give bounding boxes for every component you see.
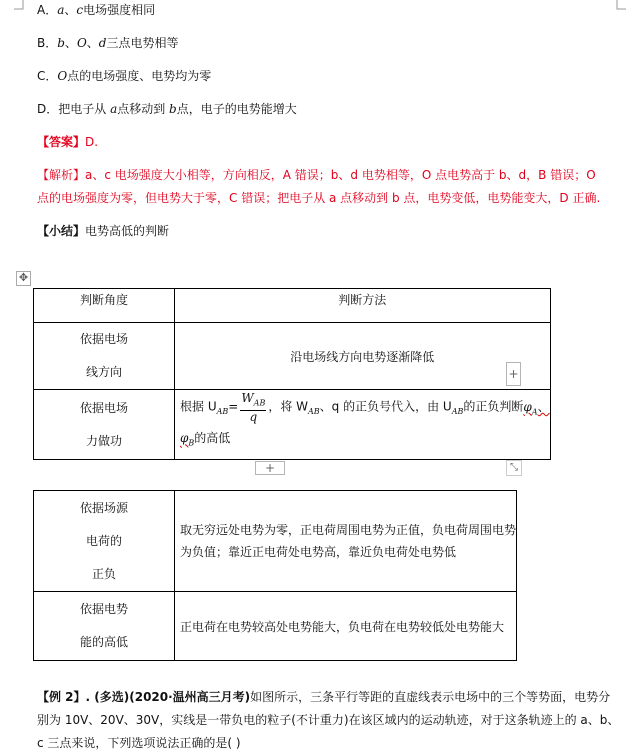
row3-angle-line1: 依据场源 <box>79 500 128 515</box>
row3-angle-cell <box>34 491 175 592</box>
option-a: A．a、c电场强度相同 <box>37 3 156 17</box>
row2-angle-line2: 力做功 <box>85 433 122 448</box>
table-row <box>34 491 517 592</box>
row2-angle-cell <box>34 390 175 460</box>
analysis-line-2: 点的电场强度为零，但电势大于零，C 错误；把电子从 a 点移动到 b 点，电势变低，电势能变大，D 正确. <box>37 191 601 205</box>
table-row <box>34 390 551 460</box>
analysis-line-1: 【解析】a、c 电场强度大小相等，方向相反，A 错误；b、d 电势相等，O 点电势高于 b、d，B 错误；O <box>37 168 596 182</box>
row3-angle-line3: 正负 <box>91 566 116 581</box>
row3-method-line1: 取无穷远处电势为零，正电荷周围电势为正值，负电荷周围电势 <box>180 523 517 537</box>
example-line-2: 别为 10V、20V、30V，实线是一带负电的粒子(不计重力)在该区域内的运动轨迹，对于这条轨迹上的 a、b、 <box>37 713 620 727</box>
row3-method-cell <box>175 491 517 592</box>
summary-text: 电势高低的判断 <box>85 224 170 238</box>
example-text-1: 如图所示，三条平行等距的直虚线表示电场中的三个等势面，电势分 <box>250 690 611 704</box>
summary-line <box>37 223 169 239</box>
answer-label: 【答案】 <box>37 135 86 149</box>
summary-label: 【小结】 <box>37 224 86 238</box>
row3-method-line2: 为负值；靠近正电荷处电势高，靠近负电荷处电势低 <box>180 545 457 559</box>
row2-angle-line1: 依据电场 <box>79 400 128 415</box>
option-d: D．把电子从 a点移动到 b点，电子的电势能增大 <box>37 102 297 116</box>
table-header-row <box>34 289 551 323</box>
row1-method-cell: 沿电场线方向电势逐渐降低 <box>175 323 551 390</box>
row4-angle-line2: 能的高低 <box>79 635 128 649</box>
option-c: C．O点的电场强度、电势均为零 <box>37 69 212 83</box>
row1-angle-line2: 线方向 <box>85 365 122 379</box>
answer-line <box>37 134 98 150</box>
answer-value: D. <box>85 135 99 149</box>
potential-judgment-table-continued <box>33 490 517 661</box>
work-fraction: $\frac{W_{AB}}{q}$ <box>241 391 266 424</box>
table-row <box>34 592 517 661</box>
header-cell-angle: 判断角度 <box>34 289 175 323</box>
example-label: 【例 2】. (多选)(2020·温州高三月考) <box>37 690 251 704</box>
page-corner-mark-left <box>14 0 24 10</box>
row2-method-cell <box>175 390 551 460</box>
row4-angle-line1: 依据电势 <box>79 602 128 616</box>
row3-angle-line2: 电荷的 <box>85 533 122 548</box>
page-corner-mark-right <box>616 0 626 10</box>
add-row-button[interactable]: + <box>255 461 285 475</box>
header-cell-method: 判断方法 <box>175 289 551 323</box>
table-row <box>34 323 551 390</box>
row2-method-line1: 根据 $U_{AB}=$ $\frac{W_{AB}}{q}$ ，将 $W_{AB}$、q 的正负号代入，由 $U_{AB}$的正负判断$\varphi_A$、 <box>180 391 550 424</box>
option-b: B．b、O、d三点电势相等 <box>37 36 179 50</box>
add-column-button[interactable]: + <box>506 362 521 386</box>
potential-judgment-table <box>33 288 551 460</box>
row4-method-cell: 正电荷在电势较高处电势能大，负电荷在电势较低处电势能大 <box>175 592 517 661</box>
table-move-handle-icon[interactable]: ✥ <box>16 271 31 286</box>
example-line-3: c 三点来说，下列选项说法正确的是( ) <box>37 736 241 750</box>
row1-angle-cell <box>34 323 175 390</box>
example-line-1 <box>37 689 610 705</box>
table-resize-handle-icon[interactable]: ⤡ <box>506 460 522 476</box>
row4-angle-cell <box>34 592 175 661</box>
row1-angle-line1: 依据电场 <box>79 332 128 346</box>
row2-method-line2: $\varphi_B$的高低 <box>180 431 231 448</box>
